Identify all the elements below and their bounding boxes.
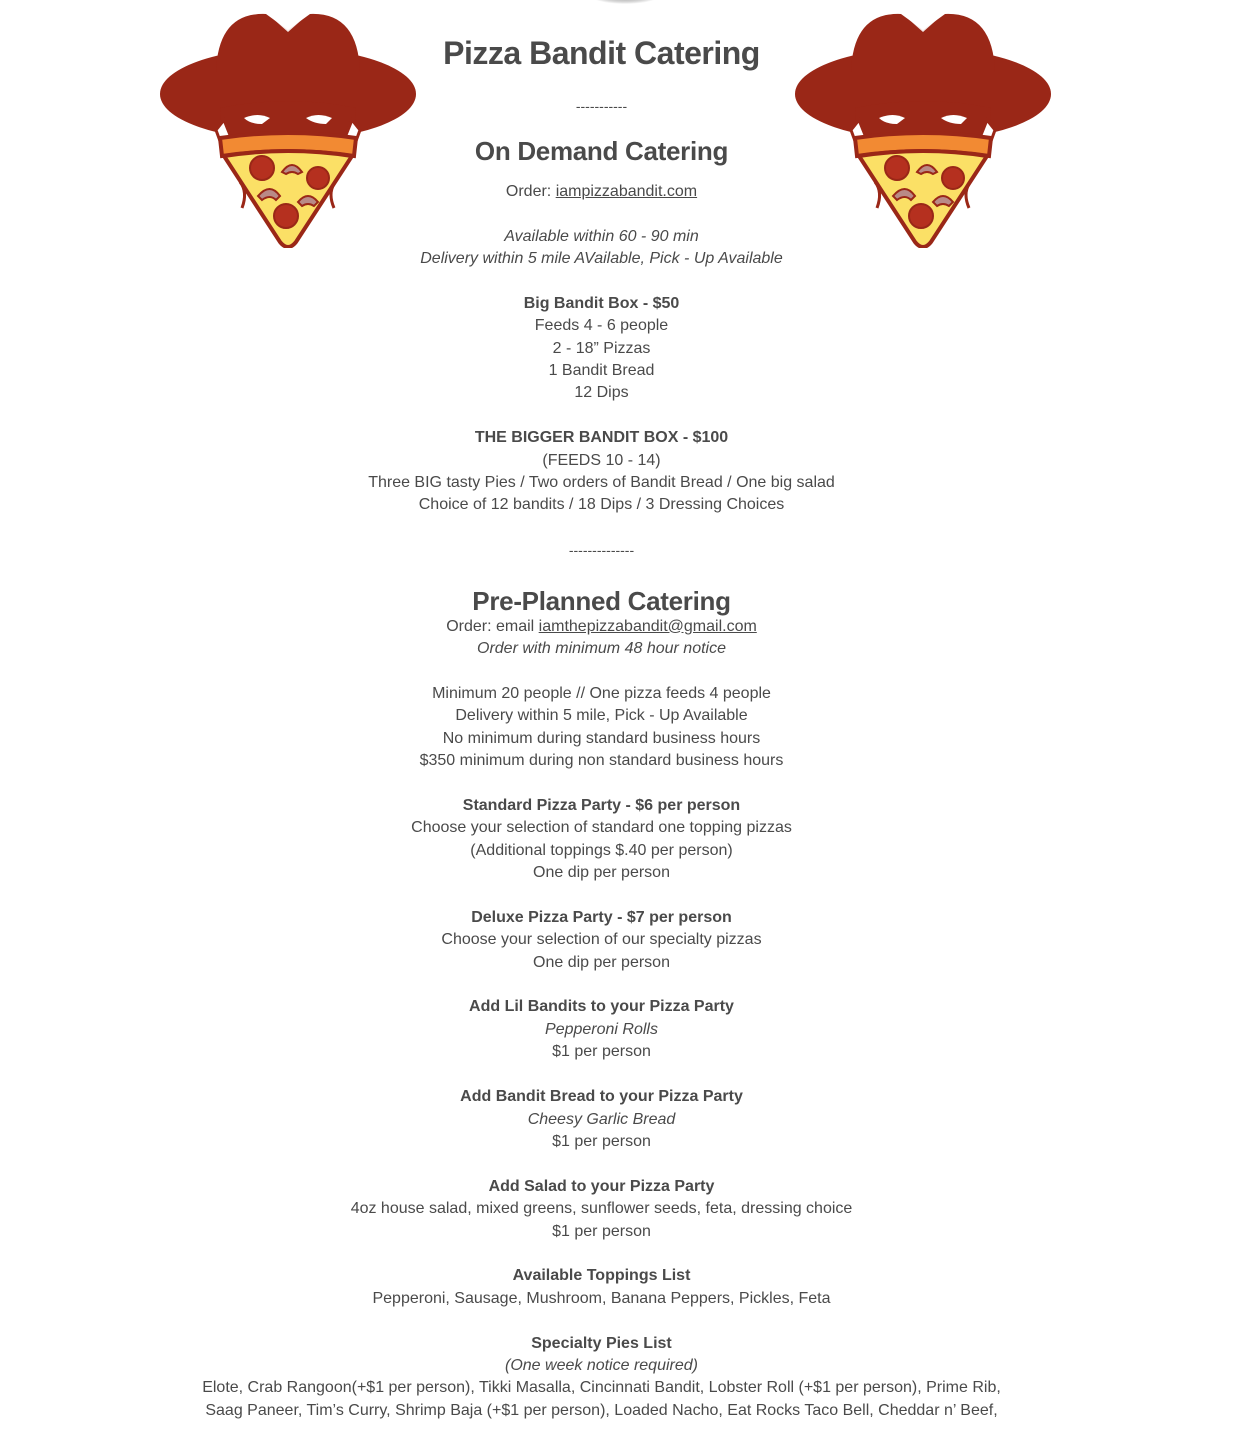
big-box-line: 12 Dips <box>574 384 629 402</box>
lil-bandits-title: Add Lil Bandits to your Pizza Party <box>469 998 734 1016</box>
lil-bandits-item: Pepperoni Rolls <box>545 1020 658 1038</box>
divider: ----------- <box>575 98 628 115</box>
big-box-line: Feeds 4 - 6 people <box>534 317 669 335</box>
standard-party-line: Choose your selection of standard one topping pizzas <box>411 819 792 837</box>
order-website-link[interactable]: iampizzabandit.com <box>555 182 698 200</box>
delivery-text: Delivery within 5 mile AVailable, Pick - Up Available <box>420 250 783 267</box>
standard-party-line: One dip per person <box>533 864 670 882</box>
info-line: Delivery within 5 mile, Pick - Up Available <box>455 707 748 725</box>
standard-party-line: (Additional toppings $.40 per person) <box>470 841 733 859</box>
toppings-title: Available Toppings List <box>512 1267 691 1285</box>
salad-price: $1 per person <box>552 1222 651 1240</box>
big-box-title: Big Bandit Box - $50 <box>523 294 680 312</box>
specialty-line: Saag Paneer, Tim’s Curry, Shrimp Baja (+$1 per person), Loaded Nacho, Eat Rocks Taco Bell, Cheddar n’ Beef, <box>205 1401 998 1419</box>
notice-text: Order with minimum 48 hour notice <box>477 640 726 658</box>
specialty-note: (One week notice required) <box>505 1356 698 1374</box>
page-title: Pizza Bandit Catering <box>443 35 760 71</box>
salad-item: 4oz house salad, mixed greens, sunflower seeds, feta, dressing choice <box>350 1200 853 1218</box>
order-email-link[interactable]: iamthepizzabandit@gmail.com <box>538 617 757 635</box>
standard-party-title: Standard Pizza Party - $6 per person <box>462 796 741 814</box>
info-line: No minimum during standard business hours <box>442 729 761 747</box>
pre-planned-heading: Pre-Planned Catering <box>472 585 731 616</box>
divider: -------------- <box>568 542 635 559</box>
top-scroll-shadow <box>590 0 660 4</box>
order-label: Order: <box>505 182 556 200</box>
bigger-box-title: THE BIGGER BANDIT BOX - $100 <box>474 429 729 447</box>
big-box-line: 1 Bandit Bread <box>548 362 655 380</box>
info-line: Minimum 20 people // One pizza feeds 4 people <box>432 684 771 702</box>
specialty-title: Specialty Pies List <box>531 1334 672 1352</box>
lil-bandits-price: $1 per person <box>552 1043 651 1061</box>
bigger-box-line: Choice of 12 bandits / 18 Dips / 3 Dressing Choices <box>418 496 785 514</box>
on-demand-heading: On Demand Catering <box>474 135 729 166</box>
on-demand-order-line <box>0 181 1203 203</box>
pre-planned-order-line <box>0 616 1203 638</box>
order-email-label: Order: email <box>446 617 539 635</box>
toppings-list: Pepperoni, Sausage, Mushroom, Banana Peppers, Pickles, Feta <box>372 1289 831 1307</box>
bandit-bread-item: Cheesy Garlic Bread <box>527 1110 676 1128</box>
bigger-box-line: Three BIG tasty Pies / Two orders of Bandit Bread / One big salad <box>368 474 835 492</box>
catering-menu <box>0 33 1203 1422</box>
specialty-line: Elote, Crab Rangoon(+$1 per person), Tikki Masalla, Cincinnati Bandit, Lobster Roll (+$1 per person), Prime Rib, <box>202 1379 1001 1397</box>
deluxe-party-line: Choose your selection of our specialty pizzas <box>441 931 762 949</box>
availability-text: Available within 60 - 90 min <box>504 227 699 245</box>
deluxe-party-line: One dip per person <box>533 953 670 971</box>
bigger-box-line: (FEEDS 10 - 14) <box>542 451 661 469</box>
salad-title: Add Salad to your Pizza Party <box>488 1177 715 1195</box>
bandit-bread-title: Add Bandit Bread to your Pizza Party <box>460 1088 743 1106</box>
bandit-bread-price: $1 per person <box>552 1132 651 1150</box>
info-line: $350 minimum during non standard business hours <box>419 752 784 770</box>
deluxe-party-title: Deluxe Pizza Party - $7 per person <box>471 908 732 926</box>
big-box-line: 2 - 18” Pizzas <box>552 339 651 357</box>
